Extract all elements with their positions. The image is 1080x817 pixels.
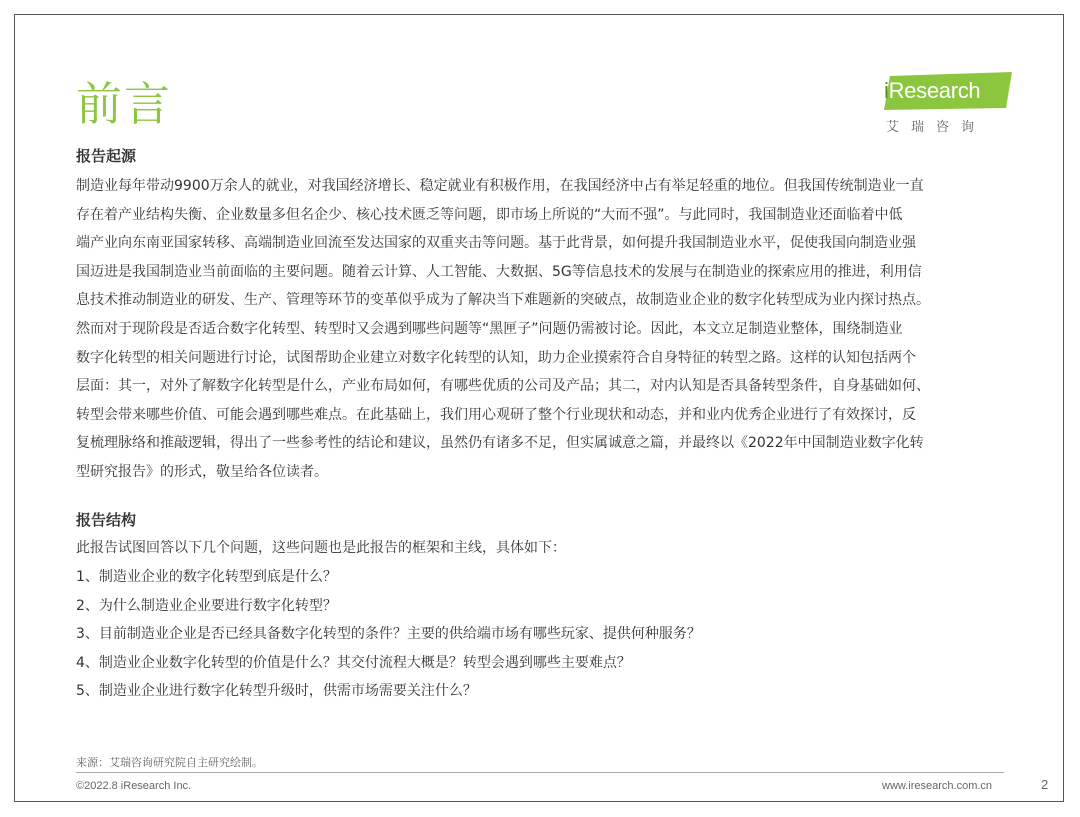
logo-wordmark bbox=[884, 78, 980, 104]
question-list bbox=[76, 563, 701, 706]
paragraph-line: 息技术推动制造业的研发、生产、管理等环节的变革似乎成为了解决当下难题新的突破点，故制造业企业的数字化转型成为业内探讨热点。 bbox=[76, 292, 930, 309]
question-item: 2、为什么制造业企业要进行数字化转型？ bbox=[76, 597, 337, 614]
website-link[interactable]: www.iresearch.com.cn bbox=[882, 780, 993, 792]
paragraph-line: 端产业向东南亚国家转移、高端制造业回流至发达国家的双重夹击等问题。基于此背景，如何提升我国制造业水平，促使我国向制造业强 bbox=[76, 235, 916, 252]
logo-wordmark-brand: Research bbox=[888, 78, 981, 103]
logo-subtitle: 艾瑞咨询 bbox=[886, 120, 987, 135]
logo-wordmark-i: i bbox=[884, 78, 889, 103]
question-item: 3、目前制造业企业是否已经具备数字化转型的条件？主要的供给端市场有哪些玩家、提供何种服务？ bbox=[76, 626, 701, 643]
footer-divider bbox=[76, 772, 1004, 773]
paragraph-line: 转型会带来哪些价值、可能会遇到哪些难点。在此基础上，我们用心观研了整个行业现状和动态，并和业内优秀企业进行了有效探讨，反 bbox=[76, 406, 916, 423]
paragraph-line: 然而对于现阶段是否适合数字化转型、转型时又会遇到哪些问题等“黑匣子”问题仍需被讨论。因此，本文立足制造业整体，围绕制造业 bbox=[76, 320, 903, 337]
paragraph-line: 型研究报告》的形式，敬呈给各位读者。 bbox=[76, 463, 328, 480]
paragraph-line: 存在着产业结构失衡、企业数量多但名企少、核心技术匮乏等问题，即市场上所说的“大而不强”。与此同时，我国制造业还面临着中低 bbox=[76, 206, 903, 223]
paragraph-line: 层面：其一，对外了解数字化转型是什么，产业布局如何，有哪些优质的公司及产品；其二，对内认知是否具备转型条件，自身基础如何、 bbox=[76, 378, 930, 395]
iresearch-logo bbox=[884, 72, 1012, 134]
question-item: 5、制造业企业进行数字化转型升级时，供需市场需要关注什么？ bbox=[76, 683, 477, 700]
page-title: 前言 bbox=[76, 77, 172, 131]
paragraph-line: 国迈进是我国制造业当前面临的主要问题。随着云计算、人工智能、大数据、5G等信息技术的发展与在制造业的探索应用的推进，利用信 bbox=[76, 263, 922, 280]
question-item: 4、制造业企业数字化转型的价值是什么？其交付流程大概是？转型会遇到哪些主要难点？ bbox=[76, 654, 631, 671]
section-heading-origin: 报告起源 bbox=[76, 147, 137, 165]
question-item: 1、制造业企业的数字化转型到底是什么？ bbox=[76, 569, 337, 585]
section-heading-structure: 报告结构 bbox=[76, 511, 137, 529]
source-note: 来源：艾瑞咨询研究院自主研究绘制。 bbox=[76, 756, 263, 769]
page-number: 2 bbox=[1041, 777, 1049, 792]
paragraph-line: 制造业每年带动9900万余人的就业，对我国经济增长、稳定就业有积极作用，在我国经济中占有举足轻重的地位。但我国传统制造业一直 bbox=[76, 178, 924, 194]
paragraph-line: 数字化转型的相关问题进行讨论，试图帮助企业建立对数字化转型的认知，助力企业摸索符合自身特征的转型之路。这样的认知包括两个 bbox=[76, 349, 916, 366]
copyright-text: ©2022.8 iResearch Inc. bbox=[76, 780, 192, 792]
paragraph-line: 复梳理脉络和推敲逻辑，得出了一些参考性的结论和建议，虽然仍有诸多不足，但实属诚意之篇，并最终以《2022年中国制造业数字化转 bbox=[76, 435, 924, 452]
origin-paragraph bbox=[76, 172, 1006, 487]
structure-intro: 此报告试图回答以下几个问题，这些问题也是此报告的框架和主线，具体如下： bbox=[76, 540, 566, 556]
